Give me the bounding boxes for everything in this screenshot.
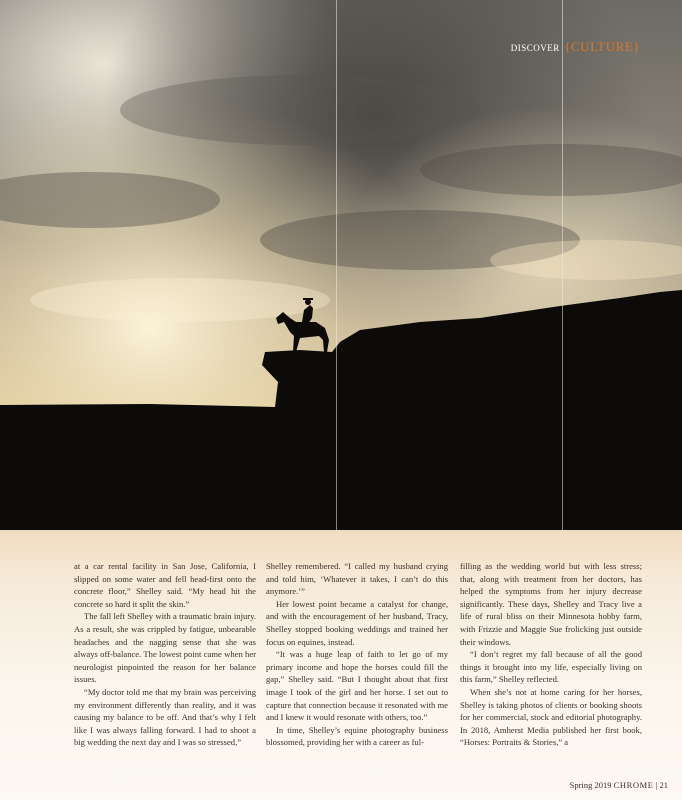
page-footer (570, 780, 668, 790)
paragraph: “My doctor told me that my brain was perceiving my environment differently than reality, and it was causing my balance to be off. And that’s why I felt like I was always falling forward. I had to shoot a big wedding the next day and I was so stressed,” (74, 686, 256, 748)
paragraph: When she’s not at home caring for her horses, Shelley is taking photos of clients or booking shoots for her commercial, stock and editorial photography. In 2018, Amherst Media published her first book, “Horses: Portraits & Stories,” a (460, 686, 642, 748)
article-column-2 (266, 560, 448, 749)
article-column-3 (460, 560, 642, 749)
article-column-1 (74, 560, 256, 749)
paragraph: In time, Shelley’s equine photography business blossomed, providing her with a career as ful- (266, 724, 448, 748)
footer-separator: | (655, 780, 658, 790)
paragraph: at a car rental facility in San Jose, California, I slipped on some water and fell head-first onto the concrete floor,” Shelley said. “My head hit the concrete so hard it split the skin.” (74, 561, 256, 609)
paragraph: Shelley remembered. “I called my husband crying and told him, ‘Whatever it takes, I can’t do this anymore.’” (266, 561, 448, 597)
magazine-name: CHROME (613, 780, 654, 790)
page-fold-line (336, 0, 337, 530)
section-label (511, 38, 640, 56)
paragraph: “It was a huge leap of faith to let go of my primary income and hope the horses could fill the gap,” Shelley said. “But I thought about that first image I took of the girl and her horse. I set out to capture that connection because it resonated with me and I knew it would resonate with others, too.” (266, 649, 448, 723)
paragraph: Her lowest point became a catalyst for change, and with the encouragement of her husband, Tracy, Shelley stopped booking weddings and trained her focus on equines, instead. (266, 598, 448, 647)
page-fold-line (562, 0, 563, 530)
section-prefix: DISCOVER (510, 43, 560, 53)
paragraph: The fall left Shelley with a traumatic brain injury. As a result, she was crippled by fatigue, unbearable headaches and the nagging sense that she was always off-balance. The lowest point came when her neurologist pinpointed the reason for her balance issues. (74, 611, 256, 685)
issue-date: Spring 2019 (569, 780, 612, 790)
paragraph: “I don’t regret my fall because of all the good things it brought into my life, especially living on this farm,” Shelley reflected. (460, 649, 642, 685)
page-number: 21 (659, 780, 668, 790)
section-name: {CULTURE} (564, 39, 640, 54)
paragraph: filling as the wedding world but with less stress; that, along with treatment from her doctors, has helped the symptoms from her injury decrease significantly. These days, Shelley and Tracy live a life of rural bliss on their Minnesota hobby farm, with Frizzie and Maggie Sue frolicking just outside their windows. (460, 561, 642, 647)
